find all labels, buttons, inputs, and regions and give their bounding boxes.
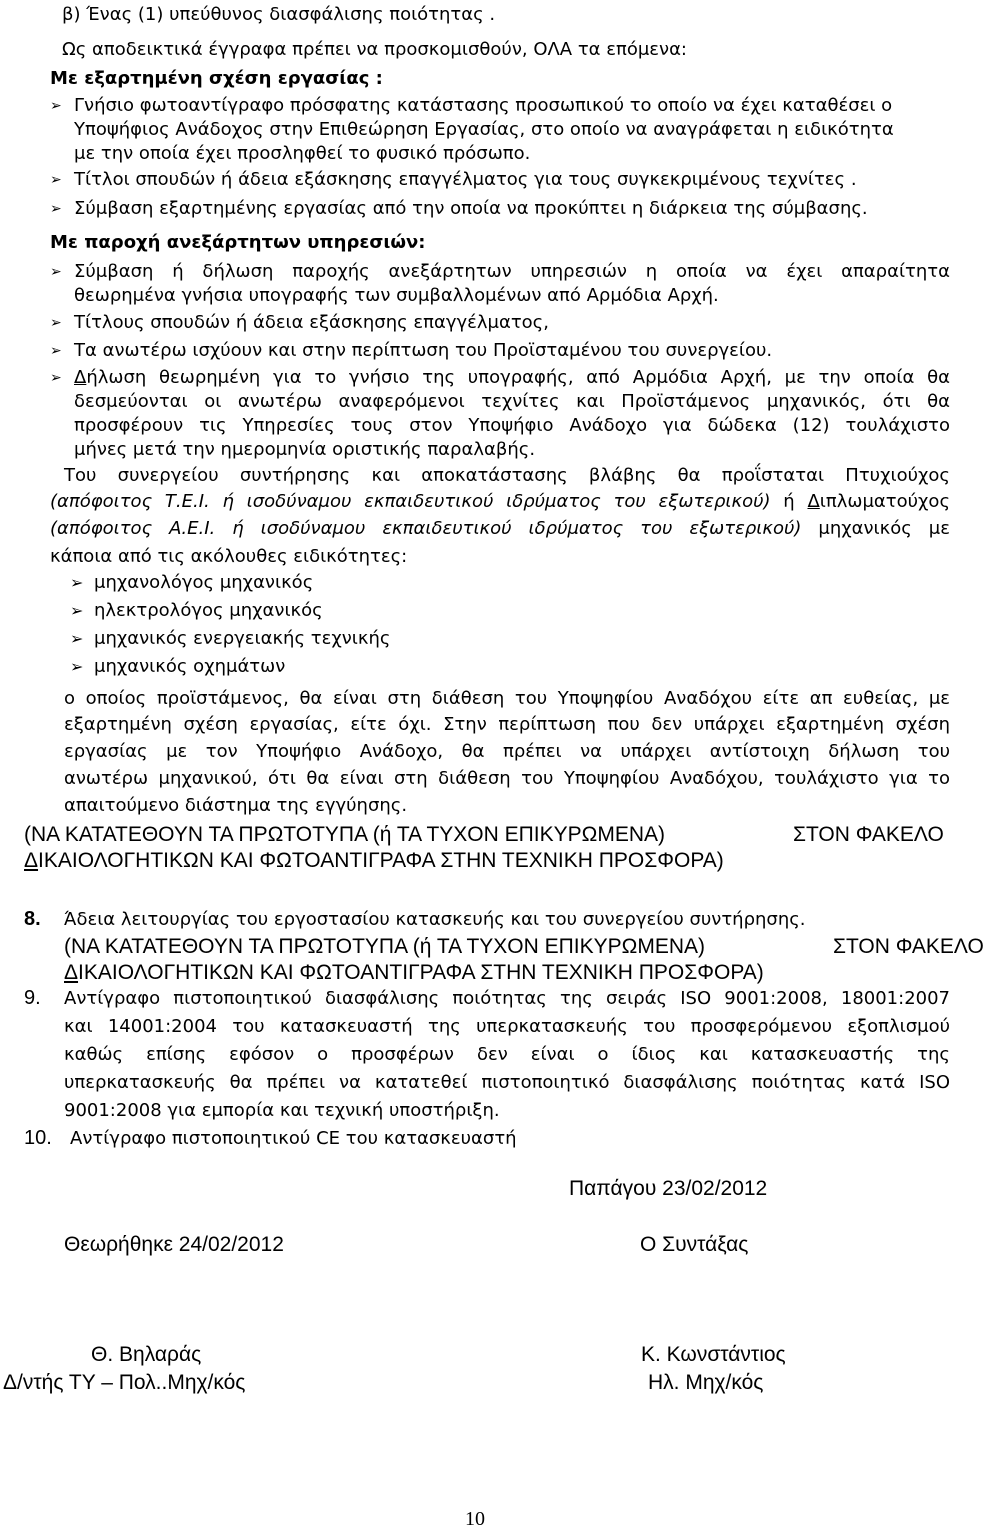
arrow-bullet-icon: ➢ [70,657,84,676]
text-span: ήλωση θεωρημένη για το γνήσιο της υπογραφής, από Αρμόδια Αρχή, με την οποία θα [86,367,950,388]
italic-span: (απόφοιτος Τ.Ε.Ι. ή ισοδύναμου εκπαιδευτικού ιδρύματος του εξωτερικού) [50,491,771,512]
text-line: (ΝΑ ΚΑΤΑΤΕΘΟΥΝ ΤΑ ΠΡΩΤΟΤΥΠΑ (ή ΤΑ ΤΥΧΟΝ ΕΠΙΚΥΡΩΜΕΝΑ) [24,823,666,846]
text-line: ΣΤΟΝ ΦΑΚΕΛΟ [833,935,984,958]
text-line [24,848,724,874]
arrow-bullet-icon: ➢ [50,315,62,331]
text-line: μήνες μετά την ημερομηνία οριστικής παραλαβής. [74,439,536,460]
text-line: Υποψήφιος Ανάδοχος στην Επιθεώρηση Εργασίας, στο οποίο να αναγράφεται η ειδικότητα [74,119,894,140]
place-date: Παπάγου 23/02/2012 [569,1177,768,1200]
text-line: υπερκατασκευής θα πρέπει να κατατεθεί πιστοποιητικό διασφάλισης ποιότητας κατά ISO [64,1072,950,1093]
underlined-letter: Δ [24,849,39,872]
text-line: 9001:2008 για εμπορία και τεχνική υποστήριξη. [64,1100,500,1121]
arrow-bullet-icon: ➢ [50,343,62,359]
text-line [50,491,950,513]
italic-span: (απόφοιτος Α.Ε.Ι. ή ισοδύναμου εκπαιδευτικού ιδρύματος του εξωτερικού) [50,518,802,539]
arrow-bullet-icon: ➢ [50,264,62,280]
arrow-bullet-icon: ➢ [70,573,84,592]
text-line: απαιτούμενο διάστημα της εγγύησης. [64,795,408,816]
text-line: (ΝΑ ΚΑΤΑΤΕΘΟΥΝ ΤΑ ΠΡΩΤΟΤΥΠΑ (ή ΤΑ ΤΥΧΟΝ ΕΠΙΚΥΡΩΜΕΝΑ) [64,935,706,958]
arrow-bullet-icon: ➢ [50,98,62,114]
list-item: μηχανικός ενεργειακής τεχνικής [94,628,391,649]
text-line: Αντίγραφο πιστοποιητικού διασφάλισης ποιότητας της σειράς ISO 9001:2008, 18001:2007 [64,988,950,1009]
underlined-letter: Δ [74,367,87,388]
text-line [74,367,950,389]
list-item: μηχανικός οχημάτων [94,656,286,677]
text-line: Τίτλους σπουδών ή άδεια εξάσκησης επαγγέλματος, [74,312,549,333]
text-line: Σύμβαση εξαρτημένης εργασίας από την οποία να προκύπτει η διάρκεια της σύμβασης. [74,198,868,219]
arrow-bullet-icon: ➢ [50,370,62,386]
text-line: εξαρτημένη σχέση εργασίας, είτε όχι. Στην περίπτωση που δεν υπάρχει εξαρτημένη σχέση [64,714,950,735]
text-span: μηχανικός με [801,518,950,539]
signatory-title: Ηλ. Μηχ/κός [648,1371,764,1394]
text-line: Σύμβαση ή δήλωση παροχής ανεξάρτητων υπηρεσιών η οποία να έχει απαραίτητα [74,261,950,282]
signatory-name: Θ. Βηλαράς [91,1343,202,1366]
text-line: και 14001:2004 του κατασκευαστή της υπερκατασκευής του προσφερόμενου εξοπλισμού [64,1016,950,1037]
section-heading: Με εξαρτημένη σχέση εργασίας : [50,68,383,89]
text-line: ο οποίος προϊστάμενος, θα είναι στη διάθεση του Υποψηφίου Αναδόχου είτε απ ευθείας, με [64,688,950,709]
text-line: ανωτέρω μηχανικού, ότι θα είναι στη διάθεση του Υποψηφίου Αναδόχου, τουλάχιστο για το [64,768,950,789]
item-number: 10. [24,1127,52,1149]
text-line: Αντίγραφο πιστοποιητικού CE του κατασκευαστή [70,1128,517,1149]
arrow-bullet-icon: ➢ [50,201,62,217]
text-line: εργασίας με τον Υποψήφιο Ανάδοχο, θα πρέπει να υπάρχει αντίστοιχη δήλωση του [64,741,950,762]
text-line: δεσμεύονται οι ανωτέρω αναφερόμενοι τεχνίτες και Προϊστάμενος μηχανικός, ότι θα [74,391,950,412]
section-heading: Με παροχή ανεξάρτητων υπηρεσιών: [50,232,426,253]
underlined-letter: Δ [64,961,79,984]
text-line: β) Ένας (1) υπεύθυνος διασφάλισης ποιότητας . [62,4,496,25]
page-number: 10 [465,1508,485,1530]
signatory-name: Κ. Κωνστάντιος [641,1343,786,1366]
list-item: ηλεκτρολόγος μηχανικός [94,600,323,621]
text-span: ΙΚΑΙΟΛΟΓΗΤΙΚΩΝ ΚΑΙ ΦΩΤΟΑΝΤΙΓΡΑΦΑ ΣΤΗΝ ΤΕΧΝΙΚΗ ΠΡΟΣΦΟΡΑ) [78,961,764,984]
list-item: μηχανολόγος μηχανικός [94,572,314,593]
text-line: κάποια από τις ακόλουθες ειδικότητες: [50,546,408,567]
arrow-bullet-icon: ➢ [50,172,62,188]
text-line: Γνήσιο φωτοαντίγραφο πρόσφατης κατάστασης προσωπικού το οποίο να έχει καταθέσει ο [74,95,893,116]
text-line: προσφέρουν τις Υπηρεσίες τους στον Υποψήφιο Ανάδοχο για δώδεκα (12) τουλάχιστο [74,415,950,436]
text-line: Άδεια λειτουργίας του εργοστασίου κατασκευής και του συνεργείου συντήρησης. [64,909,806,930]
text-span: ΙΚΑΙΟΛΟΓΗΤΙΚΩΝ ΚΑΙ ΦΩΤΟΑΝΤΙΓΡΑΦΑ ΣΤΗΝ ΤΕΧΝΙΚΗ ΠΡΟΣΦΟΡΑ) [38,849,724,872]
text-line [50,518,950,540]
text-span: ή [770,491,808,512]
compiler-label: Ο Συντάξας [640,1233,749,1256]
item-number: 8. [24,908,41,930]
item-number: 9. [24,987,41,1009]
text-span: ιπλωματούχος [819,491,951,512]
text-line: Ως αποδεικτικά έγγραφα πρέπει να προσκομισθούν, ΟΛΑ τα επόμενα: [62,39,687,60]
arrow-bullet-icon: ➢ [70,629,84,648]
arrow-bullet-icon: ➢ [70,601,84,620]
text-line: Τίτλοι σπουδών ή άδεια εξάσκησης επαγγέλματος για τους συγκεκριμένους τεχνίτες . [74,169,857,190]
text-line: Του συνεργείου συντήρησης και αποκατάστασης βλάβης θα προΐσταται Πτυχιούχος [64,465,950,486]
text-line: καθώς επίσης εφόσον ο προσφέρων δεν είναι ο ίδιος και κατασκευαστής της [64,1044,950,1065]
underlined-letter: Δ [807,491,820,512]
text-line [64,960,764,986]
signatory-title: Δ/ντής ΤΥ – Πολ..Μηχ/κός [3,1371,246,1394]
text-line: θεωρημένα γνήσια υπογραφής των συμβαλλομένων από Αρμόδια Αρχή. [74,285,719,306]
text-line: ΣΤΟΝ ΦΑΚΕΛΟ [793,823,944,846]
text-line: Τα ανωτέρω ισχύουν και στην περίπτωση του Προϊσταμένου του συνεργείου. [74,340,773,361]
approval-date: Θεωρήθηκε 24/02/2012 [64,1233,284,1256]
text-line: με την οποία έχει προσληφθεί το φυσικό πρόσωπο. [74,143,531,164]
